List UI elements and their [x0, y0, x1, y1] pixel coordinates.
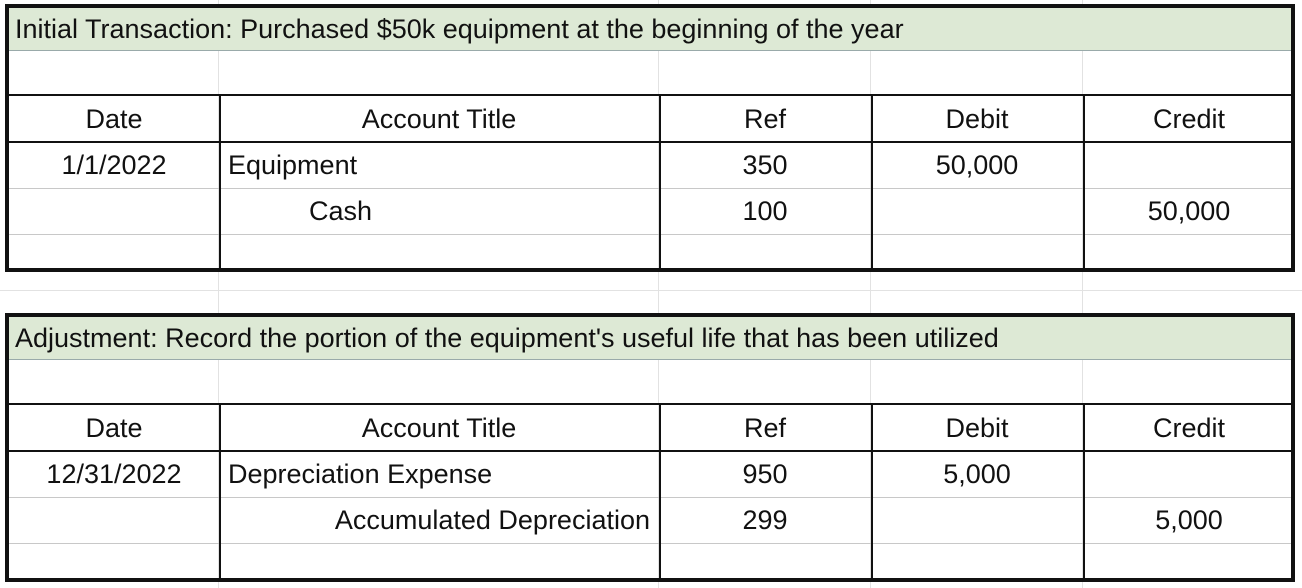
- gridline: [0, 290, 1302, 291]
- cell-ref[interactable]: 350: [742, 150, 788, 180]
- header-date[interactable]: Date: [85, 104, 143, 134]
- cell-account-title[interactable]: Cash: [309, 196, 373, 226]
- cell-account-title[interactable]: Depreciation Expense: [228, 459, 493, 489]
- section-title[interactable]: Initial Transaction: Purchased $50k equipment at the beginning of the year: [9, 8, 1291, 51]
- cell-ref[interactable]: 100: [742, 196, 788, 226]
- header-date[interactable]: Date: [85, 413, 143, 443]
- blank-row[interactable]: [9, 51, 1291, 94]
- header-ref[interactable]: Ref: [743, 104, 787, 134]
- column-border: [659, 94, 661, 272]
- column-border: [1083, 94, 1085, 272]
- header-account-title[interactable]: Account Title: [361, 104, 517, 134]
- blank-row[interactable]: [9, 544, 1291, 582]
- cell-debit[interactable]: [871, 497, 1083, 543]
- cell-ref[interactable]: 299: [742, 505, 788, 535]
- header-debit[interactable]: Debit: [945, 104, 1009, 134]
- cell-account-title[interactable]: Accumulated Depreciation: [334, 505, 650, 535]
- cell-account-title[interactable]: Equipment: [228, 150, 358, 180]
- table-row: [9, 142, 1291, 188]
- cell-credit[interactable]: 50,000: [1147, 196, 1231, 226]
- header-row: [9, 96, 1291, 142]
- journal-entry-initial-transaction: [5, 4, 1295, 272]
- column-border: [1083, 403, 1085, 582]
- header-credit[interactable]: Credit: [1152, 104, 1226, 134]
- cell-date[interactable]: 1/1/2022: [61, 150, 167, 180]
- header-credit[interactable]: Credit: [1152, 413, 1226, 443]
- cell-date[interactable]: [9, 188, 219, 234]
- column-border: [871, 403, 873, 582]
- section-title[interactable]: Adjustment: Record the portion of the equipment's useful life that has been utilized: [9, 317, 1291, 360]
- table-row: [9, 451, 1291, 497]
- column-border: [219, 94, 221, 272]
- cell-ref[interactable]: 950: [742, 459, 788, 489]
- header-account-title[interactable]: Account Title: [361, 413, 517, 443]
- header-debit[interactable]: Debit: [945, 413, 1009, 443]
- table-row: [9, 497, 1291, 543]
- journal-entry-adjustment: [5, 313, 1295, 582]
- cell-credit[interactable]: [1083, 142, 1295, 188]
- header-row: [9, 405, 1291, 451]
- cell-credit[interactable]: [1083, 451, 1295, 497]
- cell-debit[interactable]: 50,000: [935, 150, 1019, 180]
- blank-row[interactable]: [9, 360, 1291, 403]
- column-border: [219, 403, 221, 582]
- cell-debit[interactable]: 5,000: [943, 459, 1011, 489]
- column-border: [871, 94, 873, 272]
- column-border: [659, 403, 661, 582]
- blank-row[interactable]: [9, 235, 1291, 272]
- cell-debit[interactable]: [871, 188, 1083, 234]
- cell-date[interactable]: [9, 497, 219, 543]
- cell-credit[interactable]: 5,000: [1155, 505, 1223, 535]
- table-row: [9, 188, 1291, 234]
- header-ref[interactable]: Ref: [743, 413, 787, 443]
- cell-date[interactable]: 12/31/2022: [46, 459, 182, 489]
